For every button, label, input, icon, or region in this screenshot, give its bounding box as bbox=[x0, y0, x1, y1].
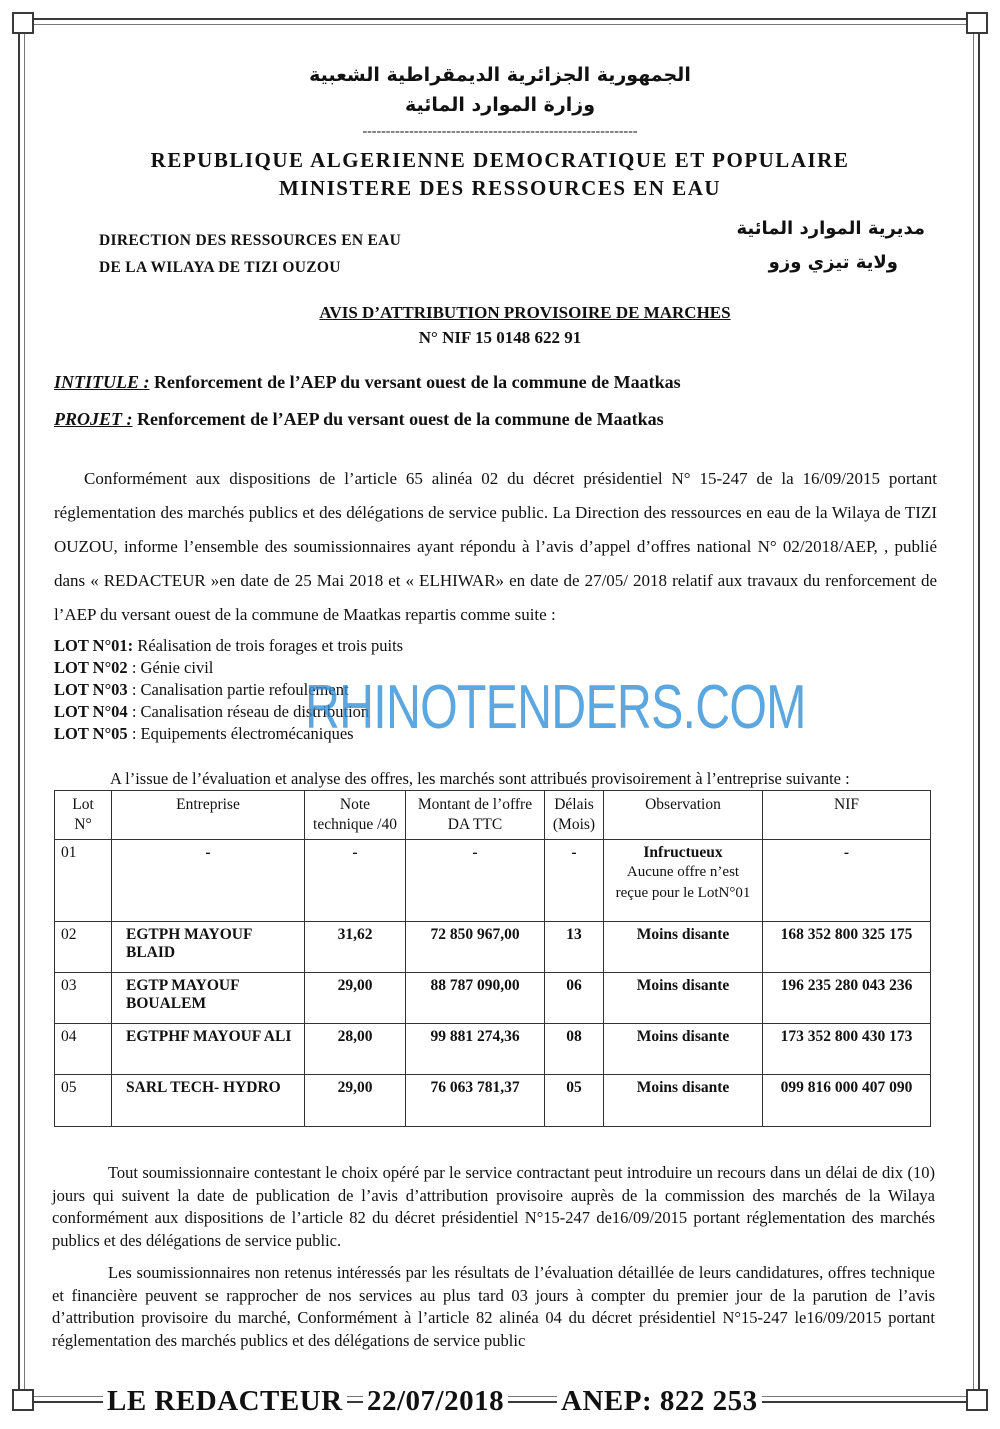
list-item: LOT N°03 : Canalisation partie refoulement bbox=[54, 680, 349, 699]
attribution-table bbox=[54, 790, 931, 1127]
notice-title: AVIS D’ATTRIBUTION PROVISOIRE DE MARCHES bbox=[319, 303, 731, 322]
cell-delais: 13 bbox=[545, 922, 604, 973]
cell-delais: - bbox=[545, 840, 604, 922]
cell-note: 29,00 bbox=[305, 973, 406, 1024]
border-corner bbox=[966, 12, 988, 34]
border-corner bbox=[12, 1389, 34, 1411]
cell-note: 29,00 bbox=[305, 1075, 406, 1127]
intitule-label: INTITULE : bbox=[54, 372, 150, 392]
table-header-row bbox=[55, 791, 931, 840]
cell-lot: 05 bbox=[55, 1075, 112, 1127]
notice-nif: N° NIF 15 0148 622 91 bbox=[418, 328, 582, 347]
cell-lot: 03 bbox=[55, 973, 112, 1024]
cell-observation: Moins disante bbox=[604, 973, 763, 1024]
cell-delais: 08 bbox=[545, 1024, 604, 1075]
intitule-value: Renforcement de l’AEP du versant ouest de la commune de Maatkas bbox=[154, 372, 681, 392]
cell-montant: 88 787 090,00 bbox=[406, 973, 545, 1024]
table-row bbox=[55, 973, 931, 1024]
cell-lot: 01 bbox=[55, 840, 112, 922]
projet-value: Renforcement de l’AEP du versant ouest de la commune de Maatkas bbox=[137, 409, 664, 429]
republic-title: REPUBLIQUE ALGERIENNE DEMOCRATIQUE ET POPULAIRE bbox=[150, 148, 850, 172]
observation-status: Infructueux bbox=[643, 844, 723, 861]
projet-label: PROJET : bbox=[54, 409, 133, 429]
header-divider: ----------------------------------------------------------- bbox=[362, 124, 638, 139]
table-intro: A l’issue de l’évaluation et analyse des offres, les marchés sont attribués provisoirement à l’entreprise suivante : bbox=[110, 769, 850, 788]
footer-date: 22/07/2018 bbox=[363, 1385, 508, 1418]
cell-nif: 196 235 280 043 236 bbox=[763, 973, 931, 1024]
footer-anep: ANEP: 822 253 bbox=[557, 1385, 762, 1418]
cell-observation: Moins disante bbox=[604, 1024, 763, 1075]
observation-note: Aucune offre n’est reçue pour le LotN°01 bbox=[615, 864, 751, 901]
list-item: LOT N°05 : Equipements électromécaniques bbox=[54, 724, 354, 743]
cell-entreprise: EGTPHF MAYOUF ALI bbox=[112, 1024, 305, 1075]
header-observation: Observation bbox=[604, 791, 763, 840]
cell-entreprise: - bbox=[112, 840, 305, 922]
recourse-paragraph: Tout soumissionnaire contestant le choix opéré par le service contractant peut introduire un recours dans un délai de dix (10) jours qui suivent la date de publication de l’avis d’attribution provisoire auprès de la commission des marchés de la Wilaya conformément aux dispositions de l’article 82 du décret présidentiel N°15-247 de16/09/2015 portant réglementation des marchés publics et des délégations de service public. bbox=[52, 1163, 935, 1250]
cell-nif: 168 352 800 325 175 bbox=[763, 922, 931, 973]
cell-montant: 99 881 274,36 bbox=[406, 1024, 545, 1075]
header-montant: Montant de l’offre DA TTC bbox=[406, 791, 545, 840]
cell-montant: - bbox=[406, 840, 545, 922]
cell-note: 28,00 bbox=[305, 1024, 406, 1075]
header-entreprise: Entreprise bbox=[112, 791, 305, 840]
cell-note: 31,62 bbox=[305, 922, 406, 973]
projet-line bbox=[54, 409, 934, 430]
list-item: LOT N°01: Réalisation de trois forages et trois puits bbox=[54, 636, 404, 655]
cell-lot: 02 bbox=[55, 922, 112, 973]
arabic-republic-title: الجمهورية الجزائرية الديمقراطية الشعبية bbox=[309, 64, 691, 86]
header-note: Note technique /40 bbox=[305, 791, 406, 840]
cell-observation: Moins disante bbox=[604, 1075, 763, 1127]
arabic-direction-line-2: ولاية تيزي وزو bbox=[768, 252, 898, 273]
cell-entreprise: EGTP MAYOUF BOUALEM bbox=[112, 973, 305, 1024]
cell-nif: - bbox=[763, 840, 931, 922]
footer-newspaper: LE REDACTEUR bbox=[103, 1385, 347, 1418]
cell-lot: 04 bbox=[55, 1024, 112, 1075]
ministry-title: MINISTERE DES RESSOURCES EN EAU bbox=[278, 176, 722, 200]
cell-delais: 05 bbox=[545, 1075, 604, 1127]
border-corner bbox=[12, 12, 34, 34]
intitule-line bbox=[54, 372, 934, 393]
cell-montant: 72 850 967,00 bbox=[406, 922, 545, 973]
table-row bbox=[55, 922, 931, 973]
cell-observation bbox=[604, 840, 763, 922]
header-lot: Lot N° bbox=[55, 791, 112, 840]
cell-nif: 099 816 000 407 090 bbox=[763, 1075, 931, 1127]
cell-delais: 06 bbox=[545, 973, 604, 1024]
header-nif: NIF bbox=[763, 791, 931, 840]
cell-note: - bbox=[305, 840, 406, 922]
list-item: LOT N°04 : Canalisation réseau de distribution bbox=[54, 702, 370, 721]
cell-nif: 173 352 800 430 173 bbox=[763, 1024, 931, 1075]
cell-montant: 76 063 781,37 bbox=[406, 1075, 545, 1127]
arabic-ministry-title: وزارة الموارد المائية bbox=[404, 94, 596, 116]
cell-observation: Moins disante bbox=[604, 922, 763, 973]
cell-entreprise: SARL TECH- HYDRO bbox=[112, 1075, 305, 1127]
cell-entreprise: EGTPH MAYOUF BLAID bbox=[112, 922, 305, 973]
table-row bbox=[55, 840, 931, 922]
table-row bbox=[55, 1075, 931, 1127]
list-item: LOT N°02 : Génie civil bbox=[54, 658, 214, 677]
intro-paragraph: Conformément aux dispositions de l’article 65 alinéa 02 du décret présidentiel N° 15-247 de la 16/09/2015 portant réglementation des marchés publics et des délégations de service public. La Direction des ressources en eau de la Wilaya de TIZI OUZOU, informe l’ensemble des soumissionnaires ayant répondu à l’avis d’appel d’offres national N° 02/2018/AEP, , publié dans « REDACTEUR »en date de 25 Mai 2018 et « ELHIWAR» en date de 27/05/ 2018 relatif aux travaux du renforcement de l’AEP du versant ouest de la commune de Maatkas repartis comme suite : bbox=[54, 469, 937, 624]
border-corner bbox=[966, 1389, 988, 1411]
evaluation-paragraph: Les soumissionnaires non retenus intéressés par les résultats de l’évaluation détaillée de leurs candidatures, offres technique et financière peuvent se rapprocher de nos services au plus tard 03 jours à compter du premier jour de la parution de l’avis d’attribution provisoire du marché, Conformément à l’article 82 alinéa 04 du décret présidentiel N°15-247 le16/09/2015 portant réglementation des marchés publics et des délégations de service public bbox=[52, 1263, 935, 1350]
header-delais: Délais (Mois) bbox=[545, 791, 604, 840]
direction-line-2: DE LA WILAYA DE TIZI OUZOU bbox=[99, 259, 341, 276]
watermark: RHINOTENDERS.COM bbox=[305, 673, 806, 742]
table-row bbox=[55, 1024, 931, 1075]
direction-line-1: DIRECTION DES RESSOURCES EN EAU bbox=[99, 232, 402, 249]
arabic-direction-line-1: مديرية الموارد المائية bbox=[736, 218, 925, 239]
